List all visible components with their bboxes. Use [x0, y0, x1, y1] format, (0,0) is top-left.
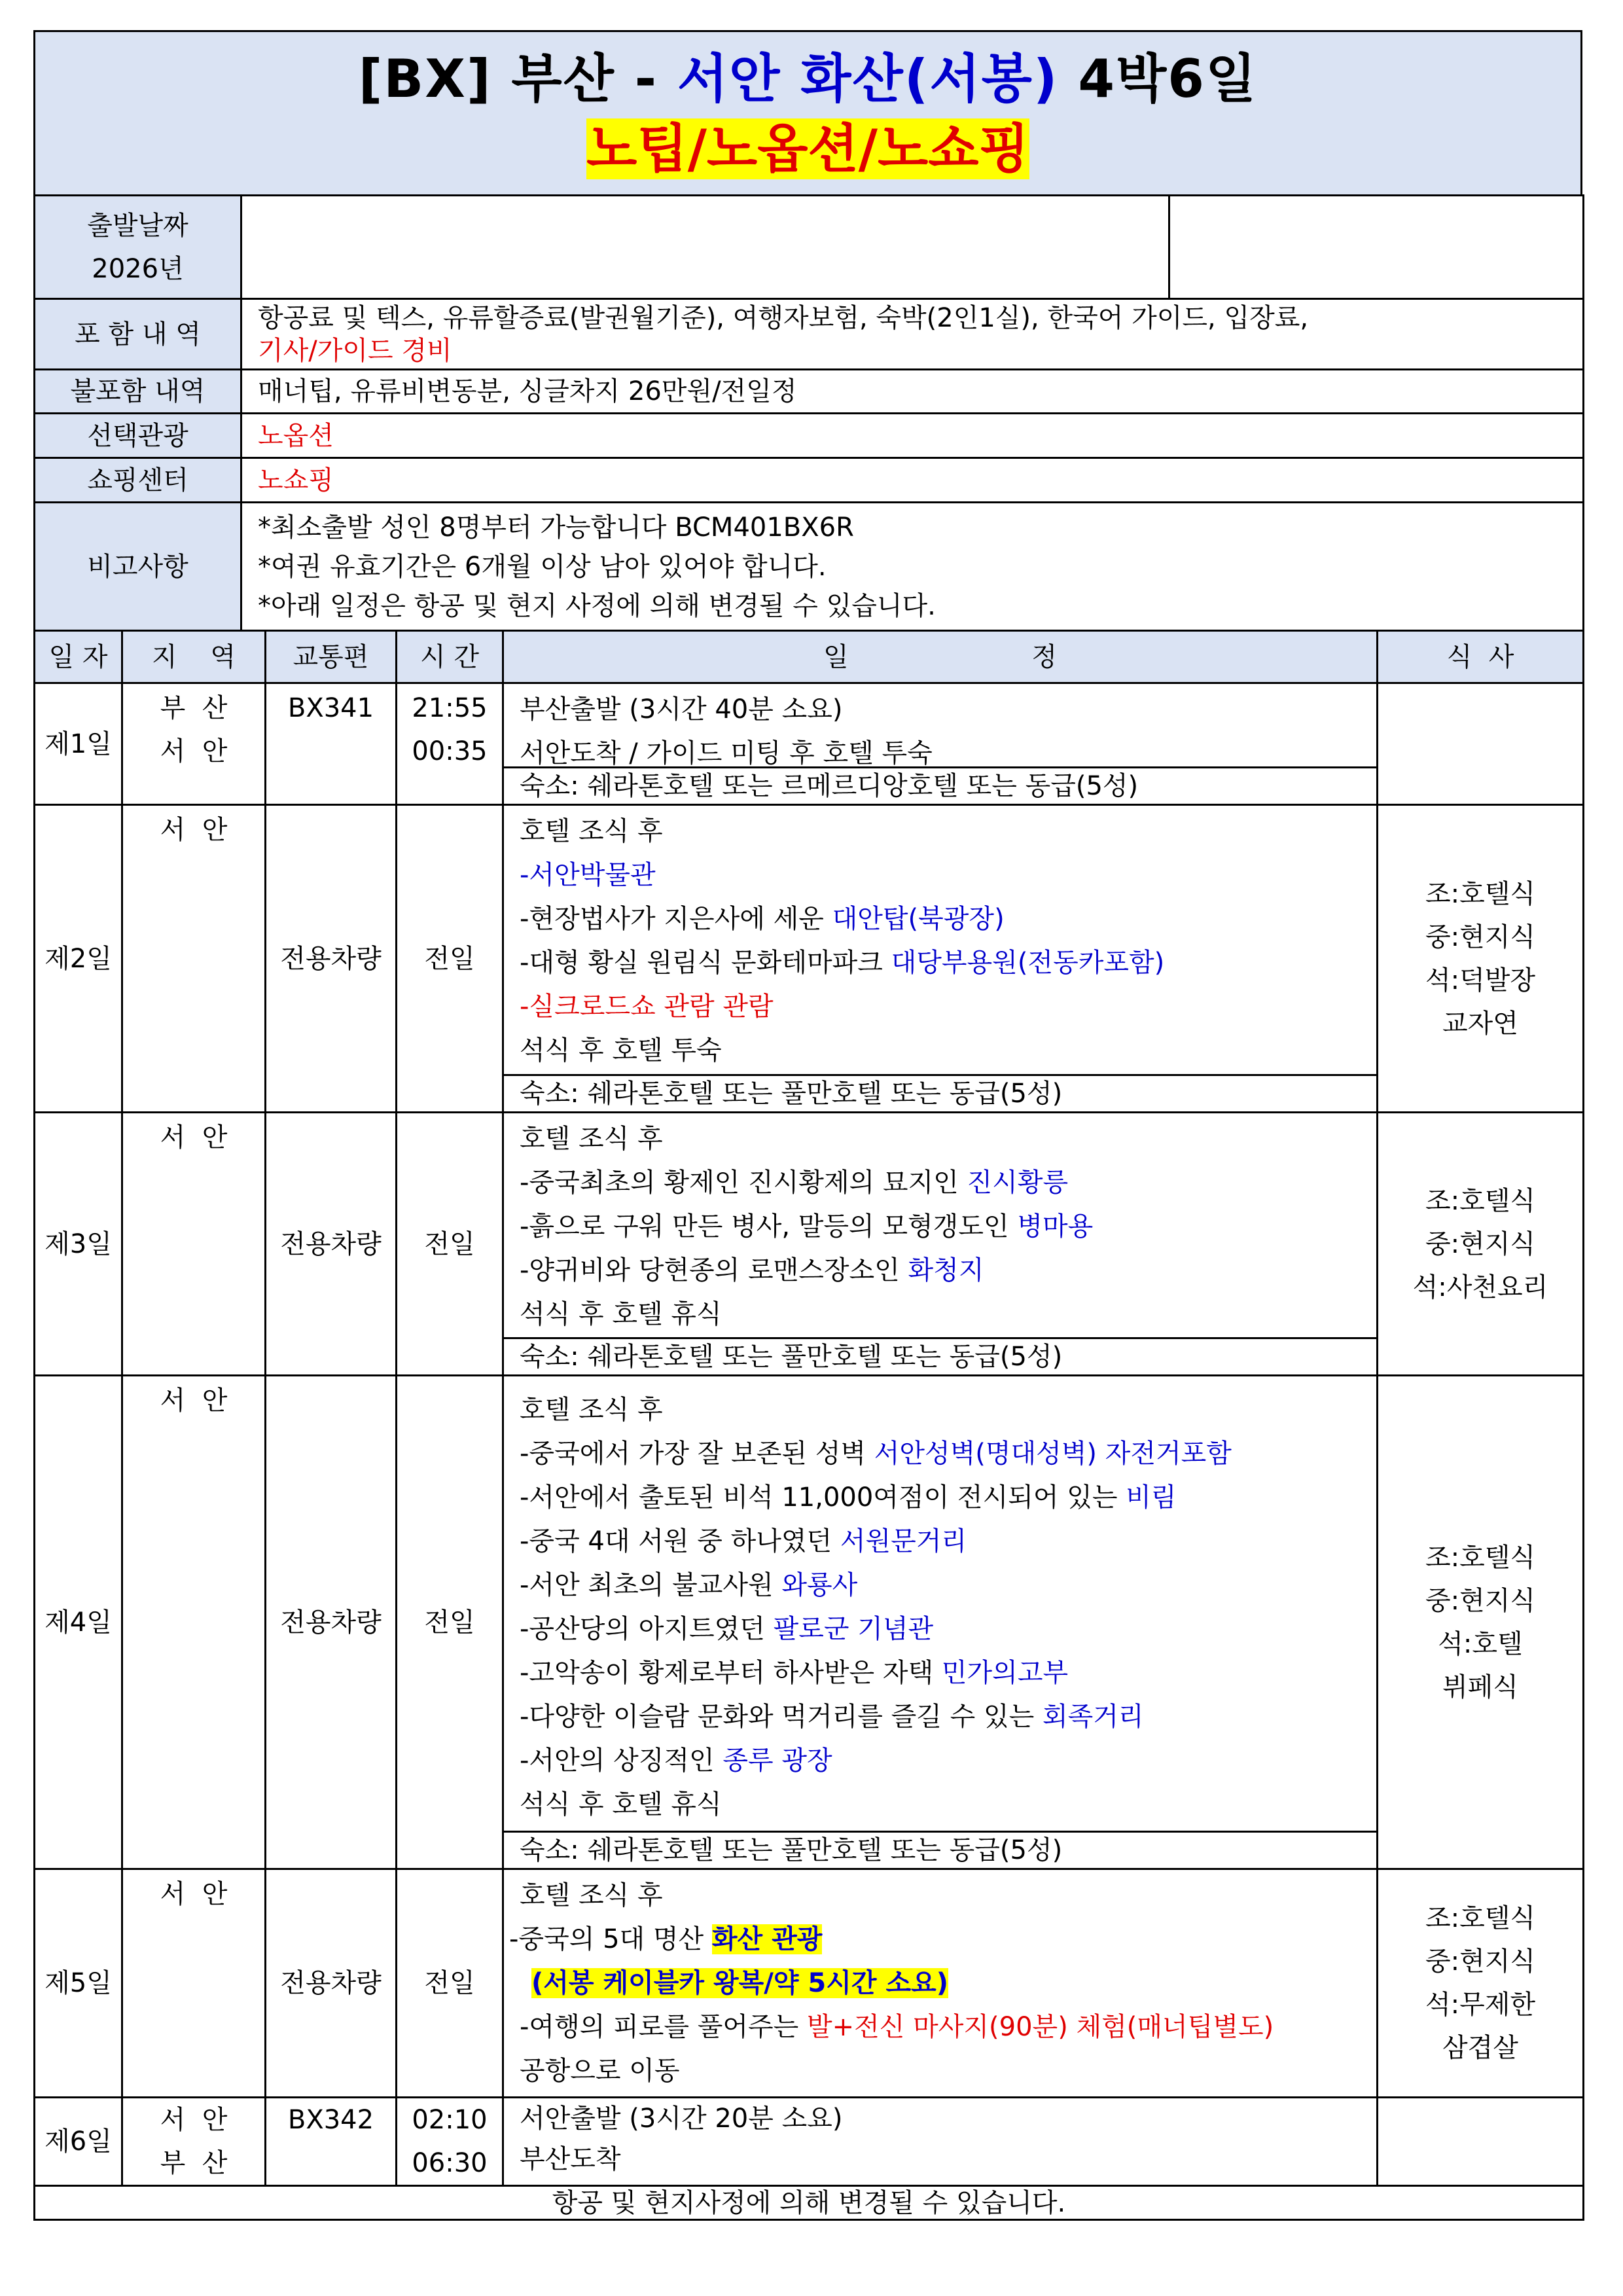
meal-cell [1378, 683, 1584, 805]
schedule-line: 석식 후 호텔 휴식 [520, 1789, 722, 1820]
meal-text: 석:무제한 [1425, 1990, 1536, 2020]
schedule-line: 서안도착 / 가이드 미팅 후 호텔 투숙 [520, 738, 933, 768]
departure-label-line2: 2026년 [92, 253, 184, 284]
note-item: *최소출발 성인 8명부터 가능합니다 BCM401BX6R [258, 512, 854, 543]
massage-note: 발+전신 마사지(90분) 체험(매너팁별도) [806, 2012, 1274, 2042]
region-cell [122, 1869, 266, 2098]
region-text: 서 안 [160, 2105, 228, 2135]
schedule-text: -다양한 이슬람 문화와 먹거리를 즐길 수 있는 [520, 1702, 1043, 1732]
region-text: 서 안 [160, 736, 228, 766]
optional-tour-value: 노옵션 [241, 414, 1584, 458]
schedule-line [520, 1651, 1376, 1695]
meal-text: 조:호텔식 [1425, 1903, 1536, 1933]
meal-text: 교자연 [1442, 1008, 1518, 1039]
column-header-time: 시 간 [397, 631, 503, 683]
time-cell: 전일 [397, 1869, 503, 2098]
region-cell [122, 1113, 266, 1376]
departure-label [35, 196, 241, 299]
region-cell [122, 1376, 266, 1869]
day-label: 제5일 [35, 1869, 122, 2098]
schedule-line [520, 1564, 1376, 1607]
departure-value-cell [241, 196, 1169, 299]
attraction-name: 화청지 [908, 1255, 984, 1285]
column-header-transport: 교통편 [266, 631, 397, 683]
meal-text: 석:사천요리 [1412, 1272, 1548, 1302]
column-header-meal: 식 사 [1378, 631, 1584, 683]
column-header-day: 일 자 [35, 631, 122, 683]
time-cell: 전일 [397, 1113, 503, 1376]
transport-cell: 전용차량 [266, 1376, 397, 1869]
region-cell [122, 683, 266, 805]
time-text: 00:35 [412, 736, 488, 766]
schedule-text: -고악송이 황제로부터 하사받은 자택 [520, 1658, 942, 1688]
region-text: 서 안 [160, 1122, 228, 1153]
attraction-name: 진시황릉 [967, 1168, 1069, 1198]
schedule-table [33, 630, 1584, 2221]
hotel-info: 숙소: 쉐라톤호텔 또는 풀만호텔 또는 동급(5성) [504, 1337, 1377, 1374]
meal-cell [1378, 2098, 1584, 2186]
attraction-name: 서안성벽(명대성벽) 자전거포함 [874, 1439, 1232, 1469]
time-text: 21:55 [412, 693, 488, 723]
attraction-name: 비림 [1126, 1482, 1177, 1513]
schedule-line [520, 1476, 1376, 1520]
attraction-detail: (서봉 케이블카 왕복/약 5시간 소요) [531, 1968, 949, 1998]
schedule-cell [503, 2098, 1378, 2186]
meal-text: 조:호텔식 [1425, 1542, 1536, 1573]
meal-cell [1378, 1113, 1584, 1376]
schedule-line: 석식 후 호텔 투숙 [520, 1035, 722, 1066]
shopping-label: 쇼핑센터 [35, 458, 241, 503]
flight-number: BX341 [287, 693, 374, 723]
departure-label-line1: 출발날짜 [87, 210, 188, 241]
transport-cell [266, 2098, 397, 2186]
meal-cell [1378, 805, 1584, 1113]
flight-number: BX342 [287, 2105, 374, 2135]
schedule-line [520, 897, 1376, 941]
day-label: 제4일 [35, 1376, 122, 1869]
notes-value [241, 503, 1584, 631]
schedule-line: 부산출발 (3시간 40분 소요) [520, 694, 843, 725]
day-row-3 [35, 1113, 1584, 1376]
schedule-line [520, 1161, 1376, 1205]
schedule-line: 호텔 조식 후 [520, 816, 663, 846]
attraction-name: 종루 광장 [722, 1746, 832, 1776]
included-line1: 항공료 및 텍스, 유류할증료(발권월기준), 여행자보험, 숙박(2인1실), 한국어 가이드, 입장료, [258, 302, 1309, 333]
region-text: 서 안 [160, 1879, 228, 1909]
schedule-line: 호텔 조식 후 [520, 1124, 663, 1154]
schedule-text: -서안 최초의 불교사원 [520, 1570, 782, 1600]
schedule-line [520, 1607, 1376, 1651]
header-table [33, 30, 1582, 196]
transport-cell: 전용차량 [266, 1869, 397, 2098]
notes-label: 비고사항 [35, 503, 241, 631]
region-text: 서 안 [160, 815, 228, 845]
attraction-name: 민가의고부 [941, 1658, 1069, 1688]
day-row-2 [35, 805, 1584, 1113]
schedule-line: 석식 후 호텔 휴식 [520, 1299, 722, 1329]
schedule-text: -양귀비와 당현종의 로맨스장소인 [520, 1255, 908, 1285]
schedule-text: -중국최초의 황제인 진시황제의 묘지인 [520, 1168, 967, 1198]
page-subtitle [35, 116, 1580, 183]
attraction-name: 대당부용원(전동카포함) [891, 948, 1165, 978]
title-prefix: [BX] 부산 - [358, 48, 677, 109]
column-header-region: 지 역 [122, 631, 266, 683]
schedule-text: -흙으로 구워 만든 병사, 말등의 모형갱도인 [520, 1211, 1018, 1242]
meal-text: 석:덕발장 [1425, 965, 1536, 996]
schedule-cell [503, 683, 1378, 805]
attraction-name: 병마용 [1017, 1211, 1094, 1242]
region-cell [122, 805, 266, 1113]
schedule-text: -중국 4대 서원 중 하나였던 [520, 1526, 840, 1556]
schedule-line: 호텔 조식 후 [520, 1395, 663, 1425]
time-cell [397, 2098, 503, 2186]
schedule-cell [503, 1113, 1378, 1376]
note-item: *여권 유효기간은 6개월 이상 남아 있어야 합니다. [258, 551, 827, 582]
included-line2: 기사/가이드 경비 [258, 335, 452, 366]
schedule-text: -현장법사가 지은사에 세운 [520, 904, 832, 934]
time-cell: 전일 [397, 805, 503, 1113]
meal-text: 조:호텔식 [1425, 878, 1536, 909]
schedule-text: -중국에서 가장 잘 보존된 성벽 [520, 1439, 874, 1469]
schedule-line [520, 1432, 1376, 1476]
meal-text: 뷔페식 [1442, 1672, 1518, 1702]
departure-extra-cell [1169, 196, 1584, 299]
time-cell [397, 683, 503, 805]
day-label: 제1일 [35, 683, 122, 805]
transport-cell [266, 683, 397, 805]
region-text: 서 안 [160, 1386, 228, 1416]
attraction-name: 서원문거리 [840, 1526, 967, 1556]
meal-text: 중:현지식 [1425, 1946, 1536, 1977]
attraction-name: 와룡사 [781, 1570, 858, 1600]
info-table [33, 194, 1584, 632]
included-label: 포 함 내 역 [35, 299, 241, 370]
schedule-line: 서안출발 (3시간 20분 소요) [520, 2104, 843, 2134]
schedule-line: 공항으로 이동 [520, 2056, 680, 2086]
day-label: 제2일 [35, 805, 122, 1113]
title-cell [35, 31, 1582, 196]
attraction-name: 화산 관광 [711, 1924, 823, 1954]
included-value [241, 299, 1584, 370]
subtitle-highlight: 노팁/노옵션/노쇼핑 [586, 118, 1029, 179]
title-destination: 서안 화산(서봉) [677, 48, 1059, 109]
schedule-text: -여행의 피로를 풀어주는 [520, 2012, 807, 2042]
time-text: 02:10 [412, 2105, 488, 2135]
day-label: 제3일 [35, 1113, 122, 1376]
schedule-line: -서안박물관 [520, 860, 656, 890]
day-row-5 [35, 1869, 1584, 2098]
attraction-name: 팔로군 기념관 [773, 1614, 934, 1644]
schedule-line [520, 1249, 1376, 1293]
page-title [35, 43, 1580, 116]
schedule-line [520, 941, 1376, 985]
meal-text: 중:현지식 [1425, 1585, 1536, 1616]
schedule-line [520, 1962, 1376, 2005]
schedule-cell [503, 1376, 1378, 1869]
day-row-6 [35, 2098, 1584, 2186]
day-row-1 [35, 683, 1584, 805]
schedule-line [509, 1918, 1376, 1962]
footer-note: 항공 및 현지사정에 의해 변경될 수 있습니다. [35, 2186, 1584, 2220]
transport-cell: 전용차량 [266, 1113, 397, 1376]
region-text: 부 산 [160, 693, 228, 723]
shopping-value: 노쇼핑 [241, 458, 1584, 503]
meal-cell [1378, 1869, 1584, 2098]
meal-cell [1378, 1376, 1584, 1869]
transport-cell: 전용차량 [266, 805, 397, 1113]
time-cell: 전일 [397, 1376, 503, 1869]
schedule-line: 부산도착 [520, 2144, 621, 2174]
meal-text: 조:호텔식 [1425, 1185, 1536, 1216]
attraction-name: 회족거리 [1042, 1702, 1144, 1732]
schedule-line [520, 1739, 1376, 1783]
meal-text: 중:현지식 [1425, 922, 1536, 952]
schedule-line [520, 1520, 1376, 1564]
column-header-schedule: 일 정 [503, 631, 1378, 683]
excluded-value: 매너팁, 유류비변동분, 싱글차지 26만원/전일정 [241, 370, 1584, 414]
day-row-4 [35, 1376, 1584, 1869]
meal-text: 석:호텔 [1438, 1628, 1523, 1659]
excluded-label: 불포함 내역 [35, 370, 241, 414]
schedule-line: 호텔 조식 후 [520, 1880, 663, 1910]
hotel-info: 숙소: 쉐라톤호텔 또는 풀만호텔 또는 동급(5성) [504, 1831, 1377, 1868]
schedule-text: -대형 황실 원림식 문화테마파크 [520, 948, 891, 978]
schedule-text: -공산당의 아지트였던 [520, 1614, 774, 1644]
hotel-info: 숙소: 쉐라톤호텔 또는 풀만호텔 또는 동급(5성) [504, 1074, 1377, 1111]
region-text: 부 산 [160, 2148, 228, 2178]
time-text: 06:30 [412, 2148, 488, 2178]
optional-tour-label: 선택관광 [35, 414, 241, 458]
schedule-text: -서안에서 출토된 비석 11,000여점이 전시되어 있는 [520, 1482, 1126, 1513]
meal-text: 삼겹살 [1442, 2033, 1518, 2063]
region-cell [122, 2098, 266, 2186]
schedule-cell [503, 805, 1378, 1113]
schedule-line [520, 1205, 1376, 1249]
hotel-info: 숙소: 쉐라톤호텔 또는 르메르디앙호텔 또는 동급(5성) [504, 766, 1377, 804]
schedule-cell [503, 1869, 1378, 2098]
schedule-text: -중국의 5대 명산 [509, 1924, 712, 1954]
schedule-text: -서안의 상징적인 [520, 1746, 723, 1776]
attraction-name: 대안탑(북광장) [832, 904, 1005, 934]
schedule-line [520, 2005, 1376, 2049]
title-duration: 4박6일 [1058, 48, 1258, 109]
itinerary-document [33, 30, 1582, 2221]
meal-text: 중:현지식 [1425, 1229, 1536, 1259]
day-label: 제6일 [35, 2098, 122, 2186]
note-item: *아래 일정은 항공 및 현지 사정에 의해 변경될 수 있습니다. [258, 590, 936, 621]
schedule-line: -실크로드쇼 관람 관람 [520, 992, 774, 1022]
schedule-line [520, 1695, 1376, 1739]
